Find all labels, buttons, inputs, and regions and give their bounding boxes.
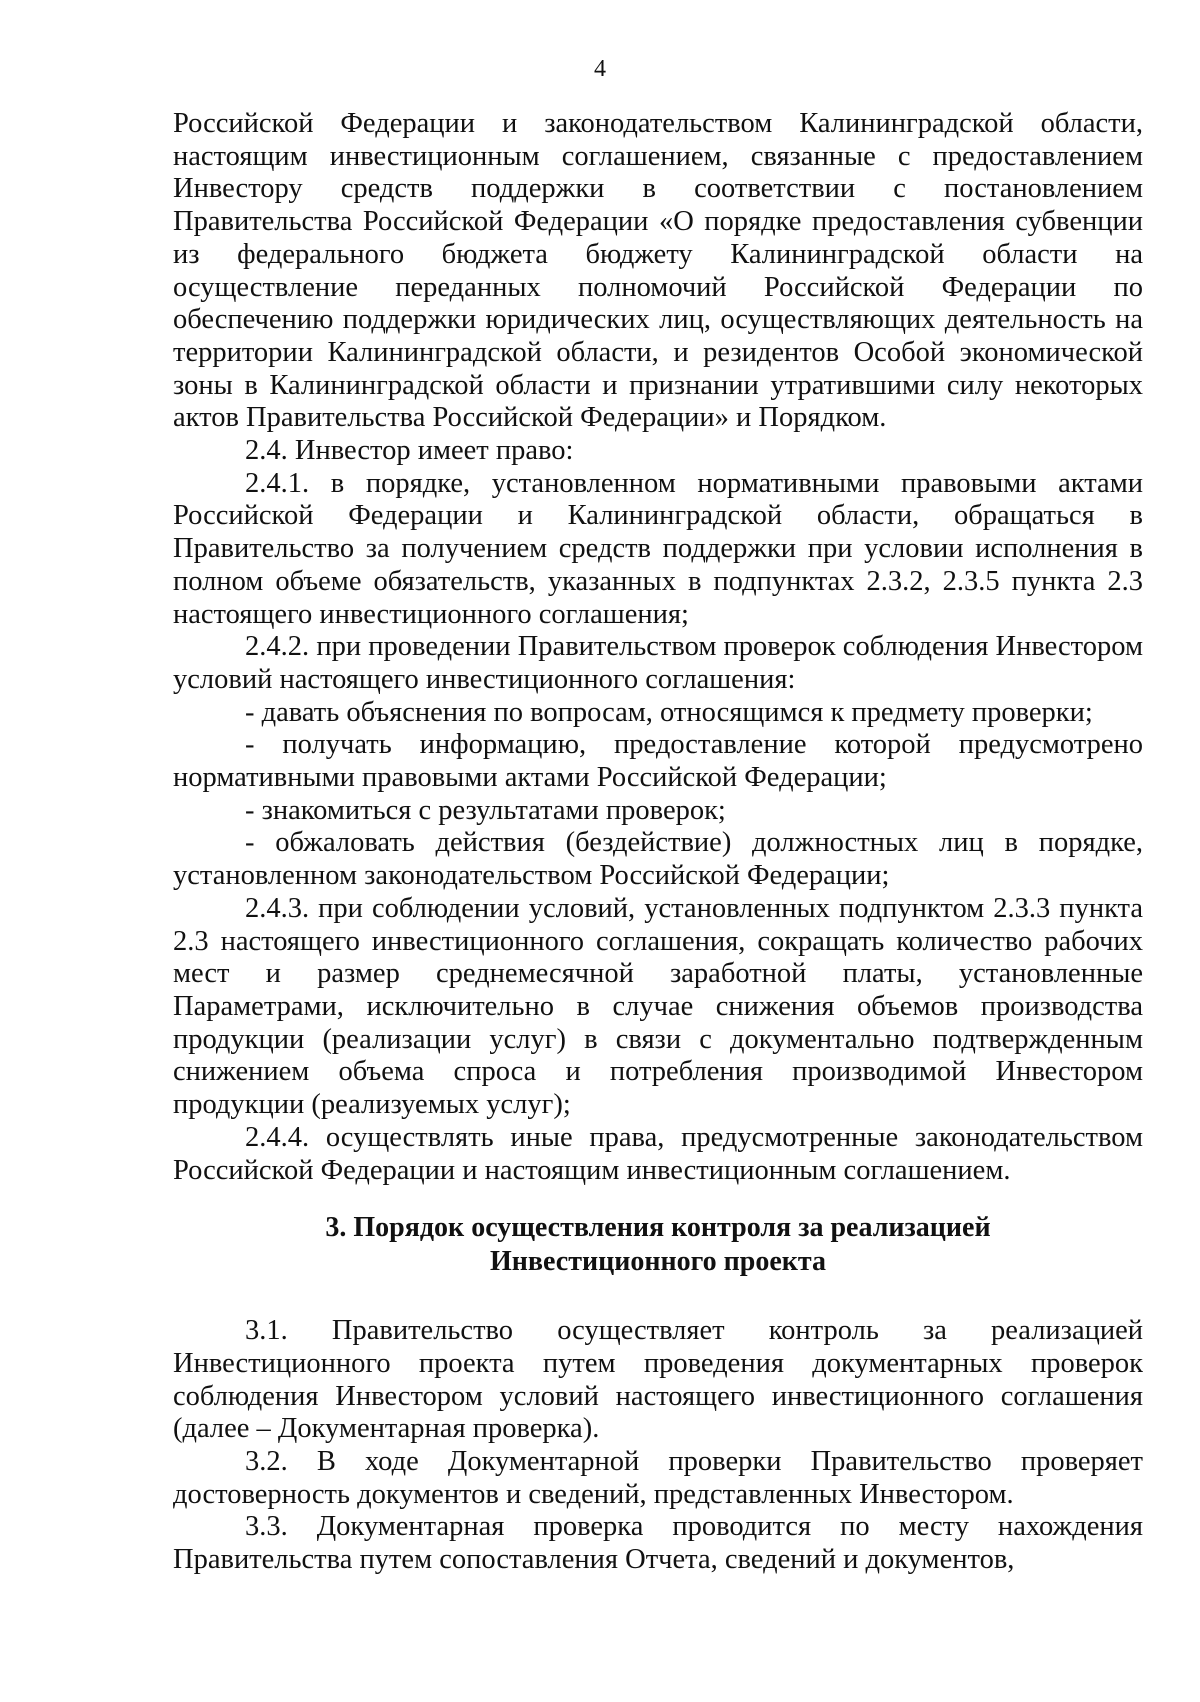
paragraph: 2.4.1. в порядке, установленном нормативными правовыми актами Российской Федерации и Калининградской области, обращаться в Правительство за получением средств поддержки при условии исполнения в полном объеме обязательств, указанных в подпунктах 2.3.2, 2.3.5 пункта 2.3 настоящего инвестиционного соглашения; xyxy=(173,467,1143,630)
document-body xyxy=(173,108,1143,1577)
paragraph: 3.2. В ходе Документарной проверки Правительство проверяет достоверность документов и сведений, представленных Инвестором. xyxy=(173,1446,1143,1510)
paragraph: - получать информацию, предоставление которой предусмотрено нормативными правовыми актами Российской Федерации; xyxy=(173,729,1143,794)
section-title-line-1: 3. Порядок осуществления контроля за реализацией xyxy=(325,1212,991,1244)
paragraph: Российской Федерации и законодательством Калининградской области, настоящим инвестиционным соглашением, связанные с предоставлением Инвестору средств поддержки в соответствии с постановлением Правительства Российской Федерации «О порядке предоставления субвенции из федерального бюджета бюджету Калининградской области на осуществление переданных полномочий Российской Федерации по обеспечению поддержки юридических лиц, осуществляющих деятельность на территории Калининградской области, и резидентов Особой экономической зоны в Калининградской области и признании утратившими силу некоторых актов Правительства Российской Федерации» и Порядком. xyxy=(173,108,1143,434)
paragraph: 2.4.3. при соблюдении условий, установленных подпунктом 2.3.3 пункта 2.3 настоящего инвестиционного соглашения, сокращать количество рабочих мест и размер среднемесячной заработной платы, установленные Параметрами, исключительно в случае снижения объемов производства продукции (реализации услуг) в связи с документально подтвержденным снижением объема спроса и потребления производимой Инвестором продукции (реализуемых услуг); xyxy=(173,892,1143,1121)
section-3-title xyxy=(173,1211,1143,1279)
paragraph: - обжаловать действия (бездействие) должностных лиц в порядке, установленном законодательством Российской Федерации; xyxy=(173,827,1143,892)
paragraph: 2.4.4. осуществлять иные права, предусмотренные законодательством Российской Федерации и настоящим инвестиционным соглашением. xyxy=(173,1121,1143,1186)
paragraph: 3.3. Документарная проверка проводится по месту нахождения Правительства путем сопоставления Отчета, сведений и документов, xyxy=(173,1511,1143,1576)
paragraph: - знакомиться с результатами проверок; xyxy=(245,794,726,826)
section-2-paragraphs xyxy=(173,108,1143,1187)
page-number: 4 xyxy=(594,56,606,82)
paragraph: 2.4.2. при проведении Правительством проверок соблюдения Инвестором условий настоящего инвестиционного соглашения: xyxy=(173,631,1143,695)
paragraph: - давать объяснения по вопросам, относящимся к предмету проверки; xyxy=(245,696,1093,728)
section-title-line-2: Инвестиционного проекта xyxy=(489,1246,827,1278)
paragraph: 3.1. Правительство осуществляет контроль за реализацией Инвестиционного проекта путем проведения документарных проверок соблюдения Инвестором условий настоящего инвестиционного соглашения (далее – Документарная проверка). xyxy=(173,1315,1143,1445)
paragraph: 2.4. Инвестор имеет право: xyxy=(245,435,574,467)
section-3-paragraphs xyxy=(173,1315,1143,1577)
